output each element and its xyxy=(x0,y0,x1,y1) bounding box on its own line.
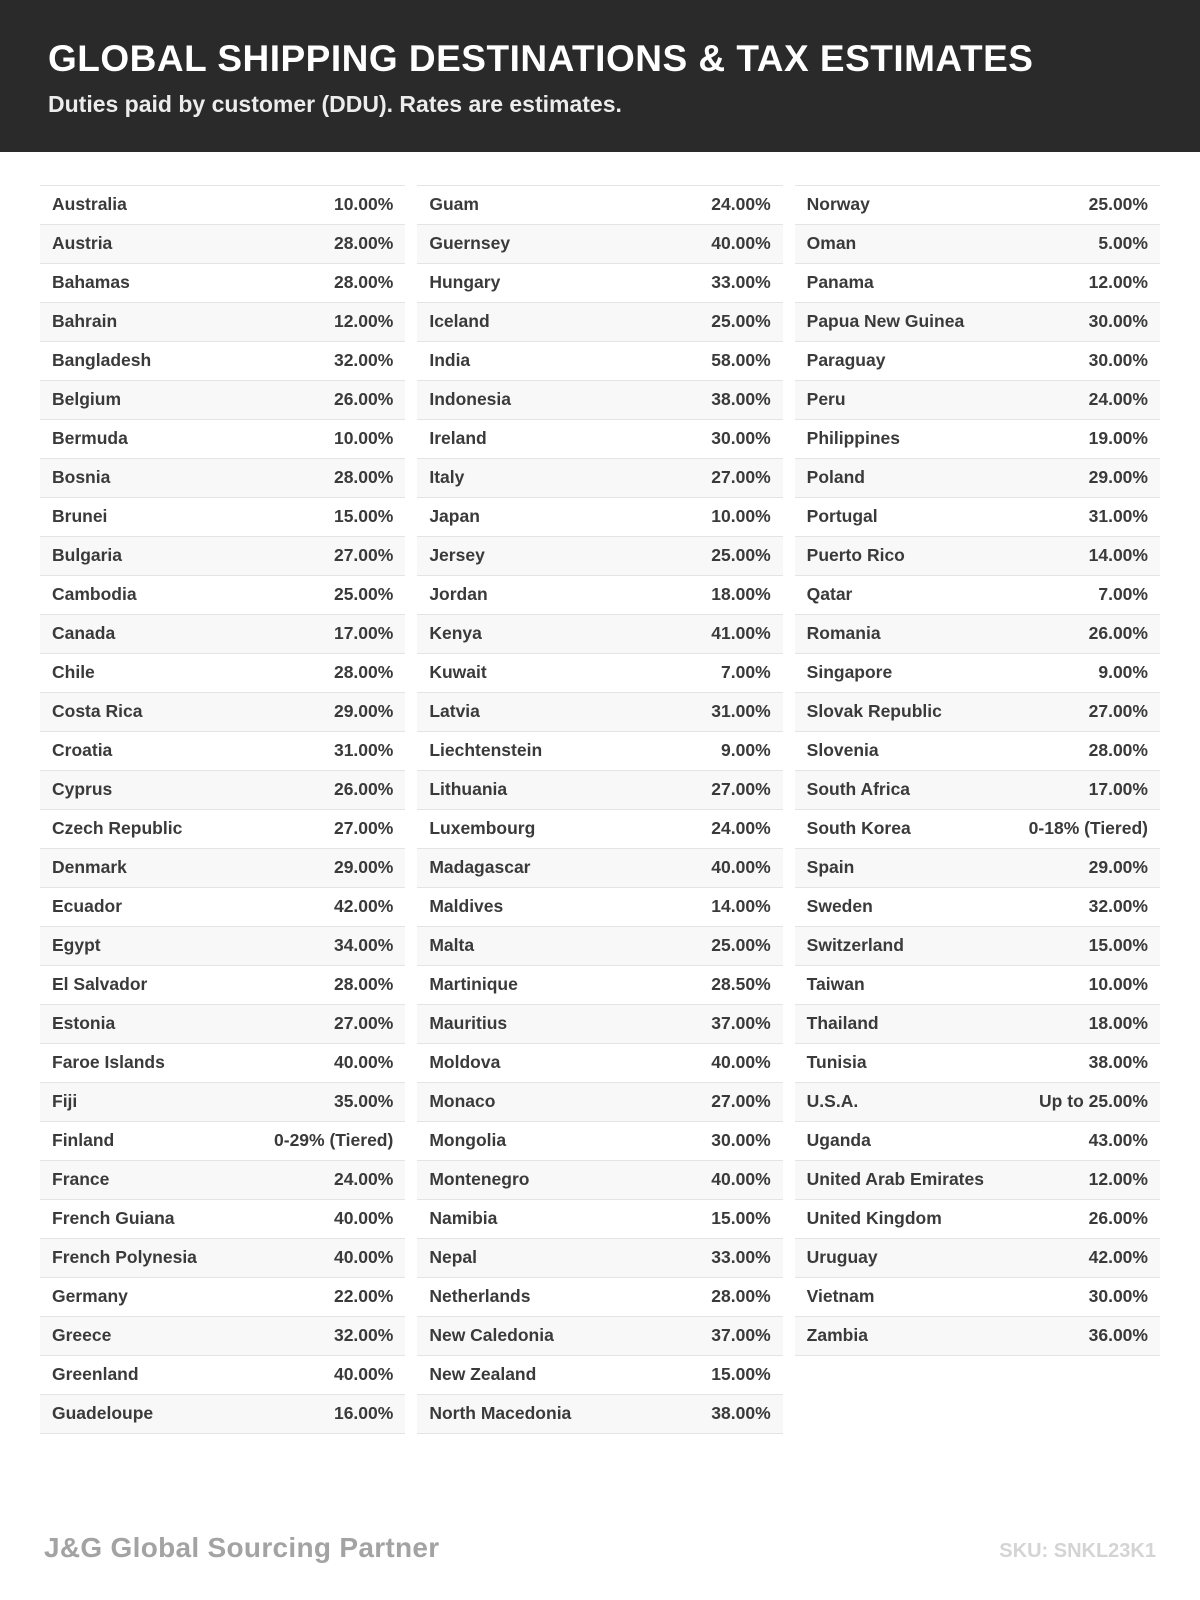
country-name: Guam xyxy=(429,194,479,215)
tax-rate: 41.00% xyxy=(711,623,771,644)
tax-rate: 29.00% xyxy=(333,857,394,878)
country-name: Switzerland xyxy=(806,935,904,956)
country-name: Mauritius xyxy=(429,1013,508,1034)
tax-rate: 27.00% xyxy=(333,545,394,566)
tax-rate: 37.00% xyxy=(711,1325,771,1346)
country-name: Austria xyxy=(52,233,113,254)
country-name: Estonia xyxy=(52,1013,116,1034)
country-name: New Zealand xyxy=(429,1364,537,1385)
country-name: Thailand xyxy=(806,1013,879,1034)
country-name: Chile xyxy=(52,662,95,683)
table-row xyxy=(417,693,782,732)
table-row xyxy=(417,966,782,1005)
country-name: Oman xyxy=(806,233,857,254)
table-row xyxy=(795,420,1160,459)
tax-rate: 28.00% xyxy=(1088,740,1148,761)
rates-columns xyxy=(0,185,1200,1434)
country-name: Slovenia xyxy=(806,740,879,761)
table-row xyxy=(40,1317,405,1356)
tax-rate: 40.00% xyxy=(333,1247,394,1268)
country-name: Greece xyxy=(52,1325,112,1346)
tax-rate: 28.00% xyxy=(711,1286,771,1307)
table-row xyxy=(40,1005,405,1044)
tax-rate: 25.00% xyxy=(711,311,771,332)
tax-rate: 27.00% xyxy=(333,818,394,839)
table-row xyxy=(40,498,405,537)
table-row xyxy=(795,381,1160,420)
table-row xyxy=(795,1161,1160,1200)
table-row xyxy=(40,1395,405,1434)
tax-rate: 12.00% xyxy=(1088,272,1148,293)
table-row xyxy=(40,537,405,576)
tax-rate: 7.00% xyxy=(721,662,771,683)
country-name: Jersey xyxy=(429,545,485,566)
tax-rate: 38.00% xyxy=(711,389,771,410)
table-row xyxy=(417,381,782,420)
table-row xyxy=(40,342,405,381)
tax-rate: 58.00% xyxy=(711,350,771,371)
tax-rate: 15.00% xyxy=(333,506,394,527)
tax-rate: 30.00% xyxy=(711,428,771,449)
tax-rate: 34.00% xyxy=(333,935,394,956)
country-name: French Polynesia xyxy=(52,1247,197,1268)
tax-rate: 28.00% xyxy=(333,233,394,254)
rates-column xyxy=(795,185,1160,1356)
table-row xyxy=(417,303,782,342)
tax-rate: 15.00% xyxy=(711,1364,771,1385)
country-name: Ireland xyxy=(429,428,487,449)
tax-rate: 29.00% xyxy=(333,701,394,722)
table-row xyxy=(795,576,1160,615)
tax-rate: 7.00% xyxy=(1098,584,1148,605)
country-name: Singapore xyxy=(806,662,893,683)
table-row xyxy=(40,810,405,849)
country-name: Bahamas xyxy=(52,272,130,293)
tax-rate: 18.00% xyxy=(1088,1013,1148,1034)
table-row xyxy=(40,615,405,654)
tax-rate: 31.00% xyxy=(333,740,394,761)
table-row xyxy=(795,1200,1160,1239)
table-row xyxy=(40,654,405,693)
country-name: Iceland xyxy=(429,311,490,332)
table-row xyxy=(40,576,405,615)
tax-rate: 24.00% xyxy=(1088,389,1148,410)
table-row xyxy=(40,1083,405,1122)
country-name: Luxembourg xyxy=(429,818,536,839)
tax-rate: 9.00% xyxy=(721,740,771,761)
tax-rate: 17.00% xyxy=(1088,779,1148,800)
table-row xyxy=(417,576,782,615)
tax-rate: 16.00% xyxy=(333,1403,394,1424)
rates-column xyxy=(40,185,405,1434)
country-name: Taiwan xyxy=(806,974,865,995)
table-row xyxy=(417,459,782,498)
rates-column xyxy=(417,185,782,1434)
country-name: Fiji xyxy=(52,1091,78,1112)
table-row xyxy=(40,1044,405,1083)
country-name: Panama xyxy=(806,272,874,293)
country-name: Bulgaria xyxy=(52,545,123,566)
table-row xyxy=(417,1200,782,1239)
table-row xyxy=(795,1122,1160,1161)
country-name: U.S.A. xyxy=(806,1091,859,1112)
country-name: United Arab Emirates xyxy=(806,1169,984,1190)
tax-rate: 33.00% xyxy=(711,272,771,293)
table-row xyxy=(795,1083,1160,1122)
country-name: Czech Republic xyxy=(52,818,183,839)
country-name: French Guiana xyxy=(52,1208,175,1229)
country-name: Guernsey xyxy=(429,233,511,254)
tax-rate: 30.00% xyxy=(1088,1286,1148,1307)
tax-rate: 10.00% xyxy=(333,194,394,215)
table-row xyxy=(795,186,1160,225)
country-name: Finland xyxy=(52,1130,115,1151)
page-subtitle: Duties paid by customer (DDU). Rates are estimates. xyxy=(48,90,622,117)
table-row xyxy=(40,1239,405,1278)
tax-rate: 28.00% xyxy=(333,974,394,995)
tax-rate: 40.00% xyxy=(333,1208,394,1229)
table-row xyxy=(417,186,782,225)
tax-rate: 27.00% xyxy=(711,779,771,800)
tax-rate: 32.00% xyxy=(333,1325,394,1346)
country-name: Cambodia xyxy=(52,584,137,605)
tax-rate: 24.00% xyxy=(333,1169,394,1190)
country-name: Denmark xyxy=(52,857,127,878)
country-name: Uruguay xyxy=(806,1247,878,1268)
tax-rate: 27.00% xyxy=(711,467,771,488)
country-name: Papua New Guinea xyxy=(806,311,965,332)
country-name: India xyxy=(429,350,471,371)
page-footer xyxy=(0,1532,1200,1600)
country-name: El Salvador xyxy=(52,974,148,995)
tax-rate: Up to 25.00% xyxy=(1039,1091,1148,1112)
table-row xyxy=(40,1122,405,1161)
tax-rate: 27.00% xyxy=(711,1091,771,1112)
tax-rate: 25.00% xyxy=(711,545,771,566)
tax-rate: 24.00% xyxy=(711,818,771,839)
country-name: Romania xyxy=(806,623,881,644)
country-name: Lithuania xyxy=(429,779,508,800)
country-name: Bermuda xyxy=(52,428,128,449)
country-name: Maldives xyxy=(429,896,504,917)
country-name: Germany xyxy=(52,1286,128,1307)
table-row xyxy=(40,771,405,810)
table-row xyxy=(417,927,782,966)
sku-label: SKU: SNKL23K1 xyxy=(999,1540,1156,1562)
table-row xyxy=(795,888,1160,927)
country-name: Namibia xyxy=(429,1208,498,1229)
tax-rate: 10.00% xyxy=(333,428,394,449)
table-row xyxy=(417,1044,782,1083)
table-row xyxy=(40,225,405,264)
table-row xyxy=(795,693,1160,732)
tax-rate: 43.00% xyxy=(1088,1130,1148,1151)
tax-rate: 33.00% xyxy=(711,1247,771,1268)
country-name: Netherlands xyxy=(429,1286,531,1307)
table-row xyxy=(417,498,782,537)
tax-rate: 0-29% (Tiered) xyxy=(274,1130,394,1151)
country-name: Nepal xyxy=(429,1247,477,1268)
country-name: Portugal xyxy=(806,506,878,527)
table-row xyxy=(417,654,782,693)
country-name: Latvia xyxy=(429,701,480,722)
table-row xyxy=(417,225,782,264)
table-row xyxy=(40,849,405,888)
table-row xyxy=(40,264,405,303)
country-name: Puerto Rico xyxy=(806,545,905,566)
country-name: Malta xyxy=(429,935,475,956)
tax-rate: 27.00% xyxy=(333,1013,394,1034)
table-row xyxy=(417,1083,782,1122)
country-name: North Macedonia xyxy=(429,1403,572,1424)
country-name: Bangladesh xyxy=(52,350,152,371)
tax-rate: 15.00% xyxy=(711,1208,771,1229)
tax-rate: 35.00% xyxy=(333,1091,394,1112)
table-row xyxy=(40,966,405,1005)
country-name: Bosnia xyxy=(52,467,111,488)
tax-rate: 22.00% xyxy=(333,1286,394,1307)
tax-rate: 12.00% xyxy=(1088,1169,1148,1190)
tax-rate: 0-18% (Tiered) xyxy=(1028,818,1148,839)
country-name: Paraguay xyxy=(806,350,886,371)
country-name: Uganda xyxy=(806,1130,871,1151)
country-name: Slovak Republic xyxy=(806,701,942,722)
table-row xyxy=(795,810,1160,849)
table-row xyxy=(795,771,1160,810)
table-row xyxy=(417,1278,782,1317)
country-name: Spain xyxy=(806,857,855,878)
country-name: Croatia xyxy=(52,740,113,761)
tax-rate: 42.00% xyxy=(333,896,394,917)
tax-rate: 30.00% xyxy=(1088,350,1148,371)
table-row xyxy=(795,1317,1160,1356)
country-name: Kenya xyxy=(429,623,482,644)
table-row xyxy=(795,1278,1160,1317)
country-name: Sweden xyxy=(806,896,873,917)
country-name: Vietnam xyxy=(806,1286,875,1307)
table-row xyxy=(40,420,405,459)
country-name: Cyprus xyxy=(52,779,113,800)
table-row xyxy=(40,732,405,771)
tax-rate: 15.00% xyxy=(1088,935,1148,956)
table-row xyxy=(417,732,782,771)
country-name: Canada xyxy=(52,623,116,644)
table-row xyxy=(795,459,1160,498)
tax-rate: 25.00% xyxy=(333,584,394,605)
tax-rate: 14.00% xyxy=(711,896,771,917)
country-name: Australia xyxy=(52,194,127,215)
table-row xyxy=(40,1200,405,1239)
tax-rate: 30.00% xyxy=(1088,311,1148,332)
tax-rate: 9.00% xyxy=(1098,662,1148,683)
tax-rate: 28.00% xyxy=(333,272,394,293)
country-name: Guadeloupe xyxy=(52,1403,154,1424)
country-name: Kuwait xyxy=(429,662,487,683)
table-row xyxy=(795,303,1160,342)
table-row xyxy=(417,1317,782,1356)
table-row xyxy=(795,264,1160,303)
tax-rate: 29.00% xyxy=(1088,467,1148,488)
table-row xyxy=(795,1044,1160,1083)
table-row xyxy=(795,225,1160,264)
table-row xyxy=(40,927,405,966)
country-name: Brunei xyxy=(52,506,108,527)
country-name: Hungary xyxy=(429,272,501,293)
table-row xyxy=(40,693,405,732)
tax-rate: 30.00% xyxy=(711,1130,771,1151)
country-name: Martinique xyxy=(429,974,518,995)
tax-rate: 28.50% xyxy=(711,974,771,995)
table-row xyxy=(795,966,1160,1005)
country-name: Egypt xyxy=(52,935,101,956)
country-name: Ecuador xyxy=(52,896,123,917)
country-name: Jordan xyxy=(429,584,488,605)
country-name: Mongolia xyxy=(429,1130,507,1151)
tax-rate: 31.00% xyxy=(711,701,771,722)
tax-rate: 26.00% xyxy=(333,779,394,800)
table-row xyxy=(795,927,1160,966)
country-name: Italy xyxy=(429,467,465,488)
tax-rate: 29.00% xyxy=(1088,857,1148,878)
country-name: Philippines xyxy=(806,428,901,449)
table-row xyxy=(417,264,782,303)
tax-rate: 40.00% xyxy=(333,1364,394,1385)
tax-rate: 38.00% xyxy=(1088,1052,1148,1073)
table-row xyxy=(417,1395,782,1434)
country-name: Monaco xyxy=(429,1091,496,1112)
tax-rate: 26.00% xyxy=(333,389,394,410)
tax-rate: 28.00% xyxy=(333,662,394,683)
tax-rate: 17.00% xyxy=(333,623,394,644)
table-row xyxy=(40,186,405,225)
tax-rate: 32.00% xyxy=(1088,896,1148,917)
table-row xyxy=(795,342,1160,381)
table-row xyxy=(795,615,1160,654)
tax-rate: 32.00% xyxy=(333,350,394,371)
tax-rate: 38.00% xyxy=(711,1403,771,1424)
table-row xyxy=(417,810,782,849)
tax-rate: 37.00% xyxy=(711,1013,771,1034)
table-row xyxy=(417,537,782,576)
table-row xyxy=(40,1278,405,1317)
country-name: Japan xyxy=(429,506,480,527)
country-name: Belgium xyxy=(52,389,122,410)
country-name: Faroe Islands xyxy=(52,1052,165,1073)
country-name: Qatar xyxy=(806,584,853,605)
tax-rate: 26.00% xyxy=(1088,623,1148,644)
table-row xyxy=(40,303,405,342)
tax-rate: 40.00% xyxy=(711,857,771,878)
country-name: Peru xyxy=(806,389,846,410)
country-name: United Kingdom xyxy=(806,1208,942,1229)
tax-rate: 40.00% xyxy=(333,1052,394,1073)
tax-rate: 36.00% xyxy=(1088,1325,1148,1346)
country-name: South Korea xyxy=(806,818,911,839)
tax-rate: 26.00% xyxy=(1088,1208,1148,1229)
table-row xyxy=(40,381,405,420)
country-name: Poland xyxy=(806,467,865,488)
table-row xyxy=(417,888,782,927)
tax-rate: 12.00% xyxy=(333,311,394,332)
table-row xyxy=(795,732,1160,771)
table-row xyxy=(795,537,1160,576)
tax-rate: 18.00% xyxy=(711,584,771,605)
country-name: France xyxy=(52,1169,110,1190)
table-row xyxy=(417,1356,782,1395)
country-name: Indonesia xyxy=(429,389,512,410)
table-row xyxy=(417,420,782,459)
table-row xyxy=(795,849,1160,888)
tax-rate: 27.00% xyxy=(1088,701,1148,722)
tax-rate: 25.00% xyxy=(1088,194,1148,215)
table-row xyxy=(795,498,1160,537)
country-name: Liechtenstein xyxy=(429,740,543,761)
country-name: Tunisia xyxy=(806,1052,867,1073)
country-name: Costa Rica xyxy=(52,701,143,722)
table-row xyxy=(417,1161,782,1200)
tax-rate: 42.00% xyxy=(1088,1247,1148,1268)
country-name: Bahrain xyxy=(52,311,118,332)
table-row xyxy=(40,459,405,498)
country-name: New Caledonia xyxy=(429,1325,554,1346)
tax-rate: 25.00% xyxy=(711,935,771,956)
table-row xyxy=(417,771,782,810)
country-name: Montenegro xyxy=(429,1169,530,1190)
tax-rate: 10.00% xyxy=(711,506,771,527)
table-row xyxy=(40,1356,405,1395)
brand-name: J&G Global Sourcing Partner xyxy=(44,1532,440,1563)
page-header xyxy=(0,0,1200,152)
tax-rate: 24.00% xyxy=(711,194,771,215)
tax-rate: 19.00% xyxy=(1088,428,1148,449)
tax-rate: 40.00% xyxy=(711,1169,771,1190)
tax-rate: 5.00% xyxy=(1098,233,1148,254)
page-title: GLOBAL SHIPPING DESTINATIONS & TAX ESTIMATES xyxy=(48,38,1034,79)
country-name: Madagascar xyxy=(429,857,531,878)
tax-rate: 14.00% xyxy=(1088,545,1148,566)
country-name: Zambia xyxy=(806,1325,868,1346)
country-name: Moldova xyxy=(429,1052,501,1073)
table-row xyxy=(40,888,405,927)
country-name: South Africa xyxy=(806,779,911,800)
table-row xyxy=(795,1005,1160,1044)
tax-rate: 28.00% xyxy=(333,467,394,488)
tax-rate: 31.00% xyxy=(1088,506,1148,527)
table-row xyxy=(417,1239,782,1278)
table-row xyxy=(417,849,782,888)
country-name: Norway xyxy=(806,194,870,215)
table-row xyxy=(40,1161,405,1200)
tax-rate: 40.00% xyxy=(711,233,771,254)
table-row xyxy=(795,1239,1160,1278)
tax-rate: 40.00% xyxy=(711,1052,771,1073)
table-row xyxy=(417,1122,782,1161)
table-row xyxy=(417,1005,782,1044)
table-row xyxy=(417,342,782,381)
tax-rate: 10.00% xyxy=(1088,974,1148,995)
country-name: Greenland xyxy=(52,1364,139,1385)
table-row xyxy=(795,654,1160,693)
table-row xyxy=(417,615,782,654)
